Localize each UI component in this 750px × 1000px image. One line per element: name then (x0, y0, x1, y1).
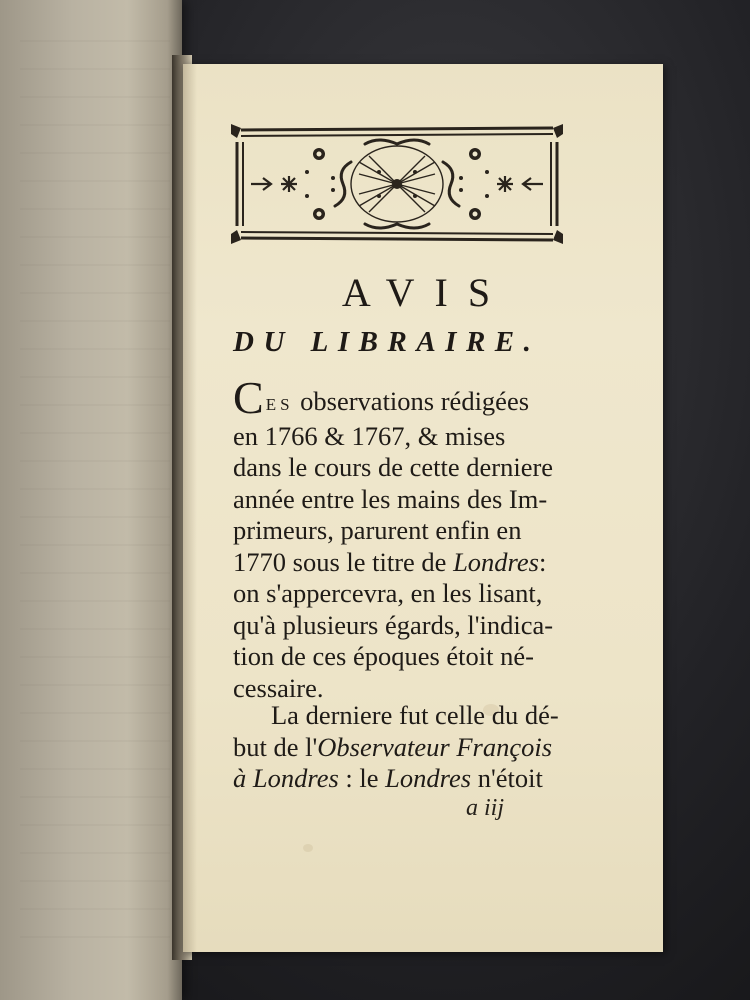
left-page (0, 0, 182, 1000)
foxing-spot (303, 844, 313, 852)
page-title: AVIS (341, 270, 511, 315)
text-line: qu'à plusieurs égards, l'indica- (233, 609, 554, 640)
text-line (233, 732, 653, 764)
italic-word: à Londres (233, 763, 339, 793)
right-page (183, 64, 663, 952)
text-line (233, 372, 653, 423)
text-line-content: 1770 sous le titre de (233, 546, 454, 577)
paragraph-first (233, 372, 653, 704)
drop-cap: C (233, 372, 264, 423)
paragraph-second (233, 700, 653, 795)
text-line: année entre les mains des Im- (233, 483, 548, 514)
text-line: cessaire. (233, 672, 324, 703)
italic-word: Observateur François (317, 731, 553, 762)
text-line-content: but de l' (233, 731, 318, 762)
text-line-content: : (538, 546, 547, 577)
text-line (233, 763, 653, 795)
text-line: dans le cours de cette derniere (233, 452, 554, 482)
text-line-content: n'étoit (471, 763, 543, 793)
text-line-content: : le (338, 763, 386, 793)
text-line: primeurs, parurent enfin en (233, 515, 522, 545)
italic-word: Londres (453, 546, 539, 577)
italic-word: Londres (385, 763, 472, 793)
headpiece-ornament (229, 122, 565, 246)
text-line-content: observations rédigées (300, 386, 530, 416)
small-caps: ES (265, 395, 294, 414)
text-line: La derniere fut celle du dé- (271, 700, 559, 730)
text-line: on s'appercevra, en les lisant, (233, 578, 543, 608)
text-line: tion de ces époques étoit né- (233, 641, 534, 671)
page-shadow (183, 64, 197, 952)
signature-mark: a iij (466, 795, 505, 821)
page-subtitle: DU LIBRAIRE. (233, 326, 541, 358)
text-line (233, 547, 653, 579)
text-line: en 1766 & 1767, & mises (233, 420, 506, 451)
